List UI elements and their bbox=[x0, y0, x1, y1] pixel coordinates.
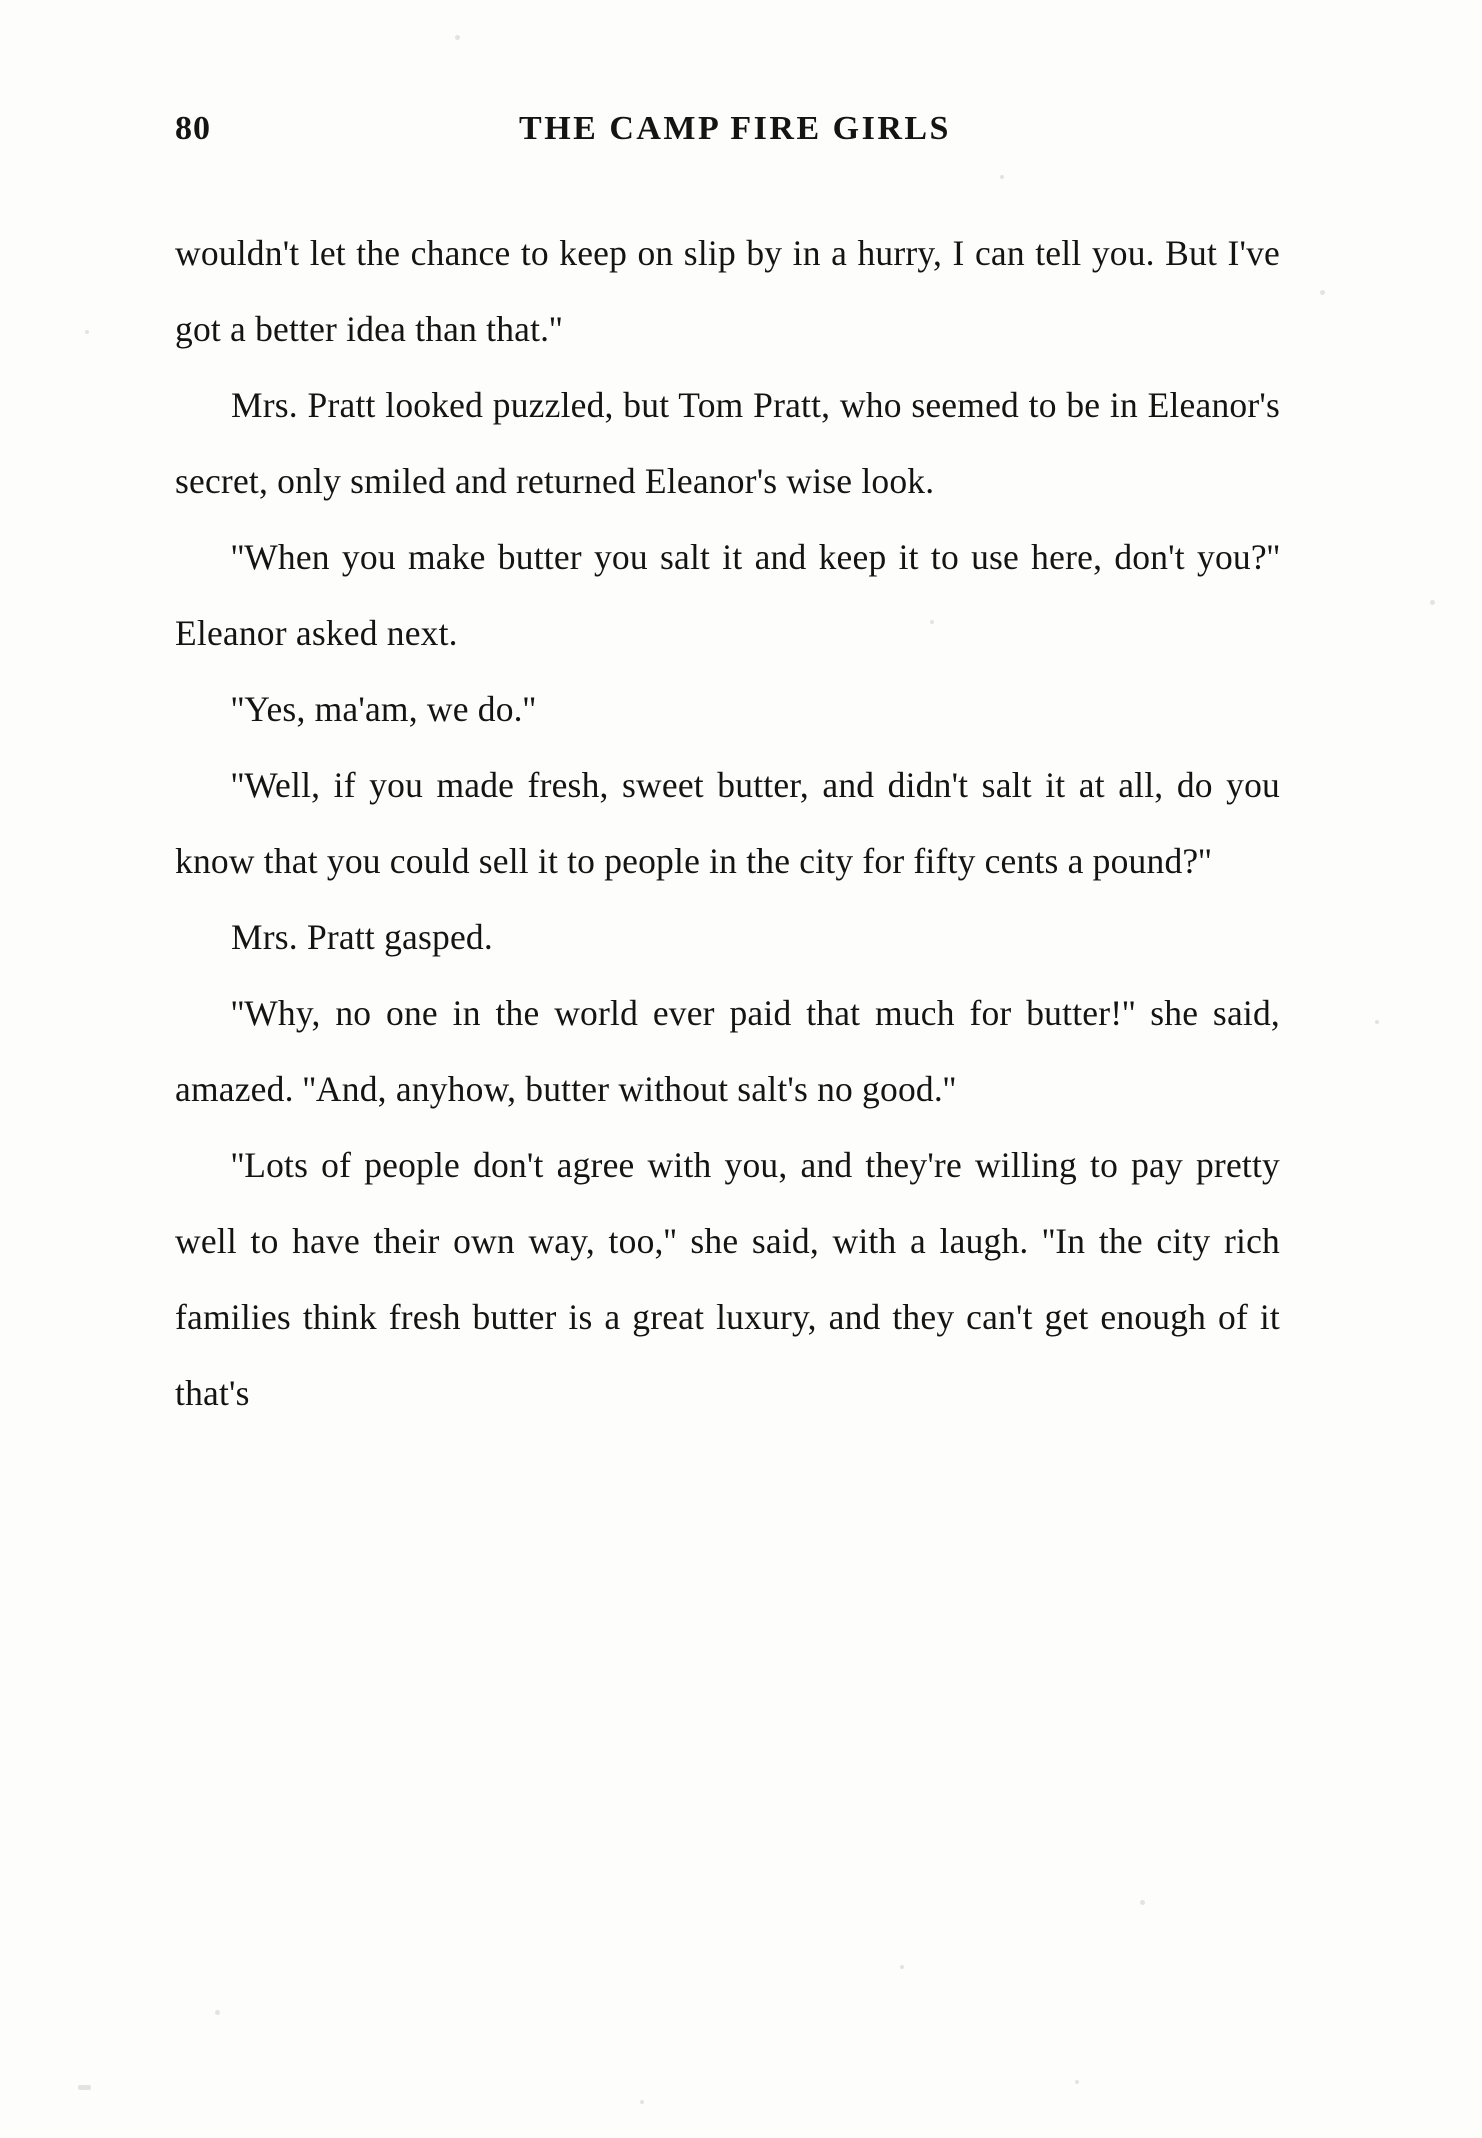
paper-speck bbox=[455, 35, 460, 40]
paragraph: Mrs. Pratt gasped. bbox=[231, 917, 493, 957]
paper-speck bbox=[78, 2085, 91, 2090]
paper-speck bbox=[900, 1965, 904, 1969]
paper-speck bbox=[1000, 175, 1004, 179]
paragraph: ''When you make butter you salt it and keep it to use here, don't you?'' Eleanor asked next. bbox=[175, 537, 1280, 653]
paragraph: ''Well, if you made fresh, sweet butter, and didn't salt it at all, do you know that you could sell it to people in the city for fifty cents a pound?'' bbox=[175, 765, 1280, 881]
paragraph: ''Why, no one in the world ever paid that much for butter!'' she said, amazed. ''And, anyhow, butter without salt's no good.'' bbox=[175, 993, 1280, 1109]
paper-speck bbox=[1430, 600, 1435, 605]
page-body bbox=[175, 215, 1280, 1431]
paragraph: wouldn't let the chance to keep on slip by in a hurry, I can tell you. But I've got a better idea than that.'' bbox=[175, 233, 1280, 349]
paper-speck bbox=[1320, 290, 1325, 295]
paper-speck bbox=[1075, 2080, 1079, 2084]
running-title: THE CAMP FIRE GIRLS bbox=[519, 110, 951, 147]
paragraph: Mrs. Pratt looked puzzled, but Tom Pratt, who seemed to be in Eleanor's secret, only smiled and returned Eleanor's wise look. bbox=[175, 385, 1280, 501]
paragraph: ''Lots of people don't agree with you, and they're willing to pay pretty well to have their own way, too,'' she said, with a laugh. ''In the city rich families think fresh butter is a great luxury, and they can't get enough of it that's bbox=[175, 1145, 1280, 1413]
paper-speck bbox=[1375, 1020, 1379, 1024]
page-number: 80 bbox=[175, 110, 211, 147]
page-header bbox=[175, 110, 1295, 156]
paper-speck bbox=[1140, 1900, 1145, 1905]
paragraph: ''Yes, ma'am, we do.'' bbox=[231, 689, 536, 729]
paper-speck bbox=[85, 330, 89, 334]
paper-speck bbox=[215, 2010, 220, 2015]
paper-speck bbox=[640, 2100, 644, 2104]
